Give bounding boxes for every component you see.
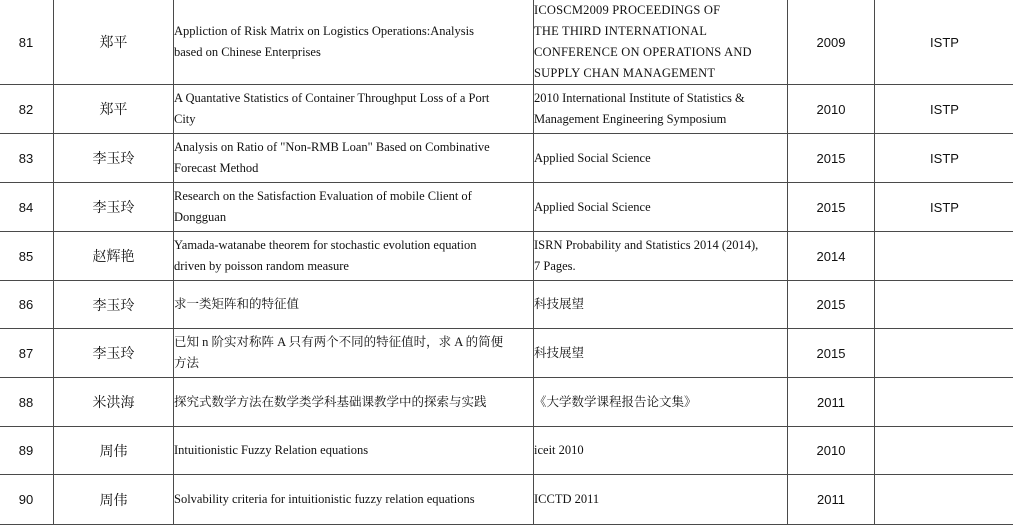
cell-venue-line: Applied Social Science: [534, 150, 651, 165]
cell-venue-line: 2010 International Institute of Statistics &: [534, 91, 745, 105]
cell-number[interactable]: 85: [0, 232, 54, 281]
cell-number[interactable]: 88: [0, 378, 54, 427]
table-row: [0, 232, 1013, 281]
cell-venue[interactable]: [534, 85, 788, 134]
cell-title[interactable]: [174, 0, 534, 85]
cell-venue[interactable]: [534, 281, 788, 329]
cell-author[interactable]: 李玉玲: [54, 281, 174, 329]
cell-venue-line: Applied Social Science: [534, 199, 651, 214]
cell-venue[interactable]: [534, 475, 788, 525]
cell-venue[interactable]: [534, 427, 788, 475]
cell-venue-line: iceit 2010: [534, 443, 584, 457]
cell-title-line: A Quantative Statistics of Container Throughput Loss of a Port: [174, 91, 490, 105]
cell-venue[interactable]: [534, 232, 788, 281]
cell-venue-line: 科技展望: [534, 297, 585, 311]
cell-index[interactable]: [875, 329, 1013, 378]
cell-venue-line: 《大学数学课程报告论文集》: [534, 394, 697, 409]
cell-index[interactable]: [875, 232, 1013, 281]
cell-title[interactable]: [174, 183, 534, 232]
cell-year[interactable]: 2015: [788, 183, 875, 232]
cell-year[interactable]: 2010: [788, 427, 875, 475]
cell-venue-line: ICOSCM2009 PROCEEDINGS OF: [534, 3, 721, 17]
cell-year[interactable]: 2011: [788, 475, 875, 525]
cell-year[interactable]: 2011: [788, 378, 875, 427]
table-row: [0, 281, 1013, 329]
table-row: [0, 427, 1013, 475]
table-row: [0, 378, 1013, 427]
cell-title-line: 已知 n 阶实对称阵 A 只有两个不同的特征值时，求 A 的简便: [174, 335, 504, 349]
cell-author[interactable]: 郑平: [54, 85, 174, 134]
cell-author[interactable]: 周伟: [54, 427, 174, 475]
table-row: [0, 329, 1013, 378]
cell-title-line: 方法: [174, 356, 200, 370]
cell-title-line: City: [174, 112, 196, 126]
cell-venue-line: CONFERENCE ON OPERATIONS AND: [534, 45, 752, 59]
cell-author[interactable]: 赵辉艳: [54, 232, 174, 281]
cell-number[interactable]: 82: [0, 85, 54, 134]
cell-title[interactable]: [174, 281, 534, 329]
cell-title-line: based on Chinese Enterprises: [174, 45, 321, 59]
cell-venue-line: SUPPLY CHAN MANAGEMENT: [534, 66, 716, 80]
cell-author[interactable]: 周伟: [54, 475, 174, 525]
cell-venue-line: ICCTD 2011: [534, 492, 600, 506]
cell-title-line: Intuitionistic Fuzzy Relation equations: [174, 443, 369, 457]
cell-title-line: 探究式数学方法在数学类学科基础课教学中的探索与实践: [174, 394, 487, 409]
cell-venue[interactable]: [534, 134, 788, 183]
cell-year[interactable]: 2015: [788, 281, 875, 329]
cell-venue[interactable]: [534, 378, 788, 427]
cell-index[interactable]: [875, 281, 1013, 329]
cell-title[interactable]: [174, 232, 534, 281]
cell-title-line: Research on the Satisfaction Evaluation of mobile Client of: [174, 189, 472, 203]
table-row: [0, 183, 1013, 232]
cell-number[interactable]: 87: [0, 329, 54, 378]
cell-title[interactable]: [174, 329, 534, 378]
cell-author[interactable]: 李玉玲: [54, 329, 174, 378]
cell-title-line: Dongguan: [174, 210, 227, 224]
cell-year[interactable]: 2015: [788, 134, 875, 183]
cell-number[interactable]: 89: [0, 427, 54, 475]
cell-title-line: driven by poisson random measure: [174, 259, 349, 273]
cell-author[interactable]: 李玉玲: [54, 183, 174, 232]
cell-year[interactable]: 2015: [788, 329, 875, 378]
cell-venue-line: THE THIRD INTERNATIONAL: [534, 24, 708, 38]
cell-number[interactable]: 86: [0, 281, 54, 329]
table-row: [0, 0, 1013, 85]
cell-venue-line: ISRN Probability and Statistics 2014 (2014),: [534, 238, 759, 252]
cell-title[interactable]: [174, 134, 534, 183]
table-row: [0, 475, 1013, 525]
cell-year[interactable]: 2009: [788, 0, 875, 85]
cell-index[interactable]: [875, 427, 1013, 475]
cell-number[interactable]: 83: [0, 134, 54, 183]
cell-title[interactable]: [174, 85, 534, 134]
table-row: [0, 134, 1013, 183]
cell-venue[interactable]: [534, 0, 788, 85]
cell-index[interactable]: [875, 475, 1013, 525]
cell-author[interactable]: 米洪海: [54, 378, 174, 427]
cell-title[interactable]: [174, 475, 534, 525]
cell-number[interactable]: 90: [0, 475, 54, 525]
cell-title-line: Forecast Method: [174, 161, 259, 175]
cell-title-line: Yamada-watanabe theorem for stochastic evolution equation: [174, 238, 477, 252]
cell-year[interactable]: 2014: [788, 232, 875, 281]
cell-number[interactable]: 81: [0, 0, 54, 85]
cell-venue[interactable]: [534, 329, 788, 378]
cell-index[interactable]: ISTP: [875, 0, 1013, 85]
cell-year[interactable]: 2010: [788, 85, 875, 134]
cell-index[interactable]: ISTP: [875, 134, 1013, 183]
cell-index[interactable]: [875, 378, 1013, 427]
cell-title-line: Solvability criteria for intuitionistic fuzzy relation equations: [174, 492, 475, 506]
cell-number[interactable]: 84: [0, 183, 54, 232]
cell-author[interactable]: 郑平: [54, 0, 174, 85]
cell-title[interactable]: [174, 427, 534, 475]
cell-author[interactable]: 李玉玲: [54, 134, 174, 183]
cell-venue-line: 科技展望: [534, 345, 585, 360]
cell-title-line: Appliction of Risk Matrix on Logistics Operations:Analysis: [174, 24, 474, 38]
table-row: [0, 85, 1013, 134]
cell-index[interactable]: ISTP: [875, 183, 1013, 232]
cell-venue[interactable]: [534, 183, 788, 232]
cell-venue-line: 7 Pages.: [534, 259, 576, 273]
cell-title-line: Analysis on Ratio of "Non-RMB Loan" Based on Combinative: [174, 140, 490, 154]
cell-index[interactable]: ISTP: [875, 85, 1013, 134]
cell-title[interactable]: [174, 378, 534, 427]
cell-title-line: 求一类矩阵和的特征值: [174, 297, 300, 311]
cell-venue-line: Management Engineering Symposium: [534, 112, 727, 126]
